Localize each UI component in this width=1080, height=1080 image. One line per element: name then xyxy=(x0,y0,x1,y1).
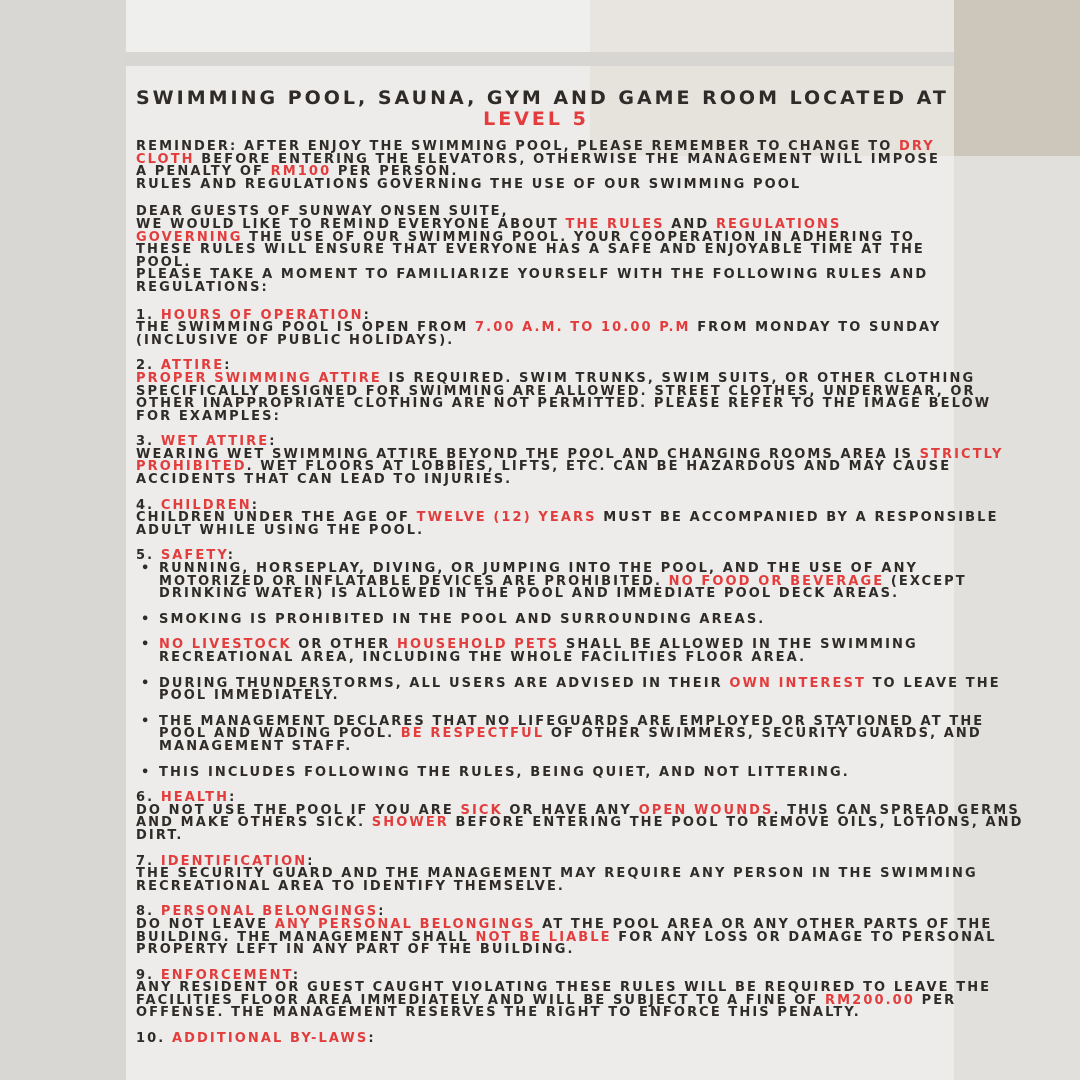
body-text: 7. xyxy=(136,853,161,869)
body-text: AT THE POOL AREA OR ANY OTHER PARTS OF THE xyxy=(535,916,993,932)
body-text: THESE RULES WILL ENSURE THAT EVERYONE HAS A SAFE AND ENJOYABLE TIME AT THE xyxy=(136,242,925,258)
body-text: OF OTHER SWIMMERS, SECURITY GUARDS, AND xyxy=(544,726,982,742)
body-text: ACCIDENTS THAT CAN LEAD TO INJURIES. xyxy=(136,472,513,488)
body-text: PLEASE TAKE A MOMENT TO FAMILIARIZE YOURSELF WITH THE FOLLOWING RULES AND xyxy=(136,267,929,283)
body-text: 1. xyxy=(136,307,161,323)
background-left xyxy=(0,0,126,1080)
bullet-item xyxy=(159,639,958,664)
rule-text xyxy=(136,522,958,538)
notice-content xyxy=(136,87,1024,1059)
body-text: RECREATIONAL AREA TO IDENTIFY THEMSELVE. xyxy=(136,878,565,894)
body-text: MUST BE ACCOMPANIED BY A RESPONSIBLE xyxy=(596,510,999,526)
body-text: SMOKING IS PROHIBITED IN THE POOL AND SURROUNDING AREAS. xyxy=(159,611,766,627)
rule-section xyxy=(136,904,997,969)
body-text: : xyxy=(368,1031,376,1047)
body-text: FACILITIES FLOOR AREA IMMEDIATELY AND WILL BE SUBJECT TO A FINE OF xyxy=(136,992,826,1008)
highlight-text: HOUSEHOLD PETS xyxy=(396,637,560,653)
highlight-text: ANY PERSONAL BELONGINGS xyxy=(274,916,536,932)
body-text: RULES AND REGULATIONS GOVERNING THE USE OF OUR SWIMMING POOL xyxy=(136,176,802,192)
body-text: ANY RESIDENT OR GUEST CAUGHT VIOLATING THESE RULES WILL BE REQUIRED TO LEAVE THE xyxy=(136,980,992,996)
rule-heading xyxy=(136,1033,958,1046)
bullet-text xyxy=(159,588,958,601)
body-text: DURING THUNDERSTORMS, ALL USERS ARE ADVISED IN THEIR xyxy=(159,675,730,691)
body-text: : xyxy=(251,497,260,513)
rule-text xyxy=(136,1007,958,1020)
highlight-text: CLOTH xyxy=(136,151,195,167)
body-text: FOR EXAMPLES: xyxy=(136,408,281,424)
rule-section xyxy=(136,497,999,551)
body-text: THE SWIMMING POOL IS OPEN FROM xyxy=(136,320,476,336)
body-text: WEARING WET SWIMMING ATTIRE BEYOND THE POOL AND CHANGING ROOMS AREA IS xyxy=(136,446,920,462)
title-level: LEVEL 5 xyxy=(483,108,589,130)
rule-section xyxy=(136,307,958,361)
highlight-text: GOVERNING xyxy=(136,229,243,245)
highlight-text: SAFETY xyxy=(160,548,228,564)
intro-line xyxy=(136,244,958,257)
rule-text xyxy=(136,332,958,348)
rule-text xyxy=(136,878,958,894)
highlight-text: SICK xyxy=(460,802,503,818)
body-text: DRINKING WATER) IS ALLOWED IN THE POOL AND IMMEDIATE POOL DECK AREAS. xyxy=(159,586,900,602)
body-text: WE WOULD LIKE TO REMIND EVERYONE ABOUT xyxy=(136,216,566,232)
bullet-text xyxy=(159,652,958,665)
bullet-text xyxy=(159,764,958,780)
body-text: POOL IMMEDIATELY. xyxy=(159,688,340,704)
highlight-text: RM200.00 xyxy=(825,992,915,1008)
rule-section xyxy=(136,967,992,1033)
body-text: (EXCEPT xyxy=(884,573,967,589)
body-text: : xyxy=(378,904,386,920)
highlight-text: HEALTH xyxy=(160,790,230,806)
body-text: 3. xyxy=(136,434,161,450)
body-text: PER PERSON. xyxy=(331,164,459,180)
body-text: : xyxy=(307,853,315,869)
body-text: REMINDER: AFTER ENJOY THE SWIMMING POOL, PLEASE REMEMBER TO CHANGE TO xyxy=(136,139,899,154)
highlight-text: OWN INTEREST xyxy=(729,675,866,691)
highlight-text: IDENTIFICATION xyxy=(160,853,308,869)
rule-section xyxy=(136,853,978,907)
body-text: BUILDING. THE MANAGEMENT SHALL xyxy=(136,929,476,945)
rules-list xyxy=(136,307,1024,1059)
body-text: RUNNING, HORSEPLAY, DIVING, OR JUMPING INTO THE POOL, AND THE USE OF ANY xyxy=(159,561,919,577)
highlight-text: REGULATIONS xyxy=(715,216,842,232)
body-text: : xyxy=(227,548,236,564)
rule-text xyxy=(136,408,958,424)
highlight-text: STRICTLY xyxy=(919,446,1004,462)
body-text: BEFORE ENTERING THE POOL TO REMOVE OILS, LOTIONS, AND xyxy=(448,815,1024,831)
body-text: DO NOT LEAVE xyxy=(136,916,275,932)
highlight-text: ENFORCEMENT xyxy=(160,967,293,983)
highlight-text: CHILDREN xyxy=(160,497,252,513)
highlight-text: OPEN WOUNDS xyxy=(638,802,774,818)
highlight-text: TWELVE (12) YEARS xyxy=(416,510,597,526)
highlight-text: NOT BE LIABLE xyxy=(475,929,612,945)
intro-block xyxy=(136,206,958,294)
bullet-text xyxy=(159,690,958,703)
rule-text xyxy=(136,474,958,487)
body-text: 10. xyxy=(136,1031,172,1047)
body-text: DEAR GUESTS OF SUNWAY ONSEN SUITE, xyxy=(136,204,509,220)
highlight-text: 7.00 A.M. TO 10.00 P.M xyxy=(475,320,691,336)
body-text: OR HAVE ANY xyxy=(502,802,639,818)
body-text: : xyxy=(224,358,232,374)
highlight-text: THE RULES xyxy=(565,216,665,232)
body-text: (INCLUSIVE OF PUBLIC HOLIDAYS). xyxy=(136,332,455,348)
body-text: SHALL BE ALLOWED IN THE SWIMMING xyxy=(559,637,918,653)
top-panel-accent xyxy=(590,0,954,52)
body-text: 5. xyxy=(136,548,161,564)
reminder-block xyxy=(136,141,958,191)
body-text: . THIS CAN SPREAD GERMS xyxy=(773,802,1020,818)
highlight-text: SHOWER xyxy=(371,815,449,831)
rule-section xyxy=(136,1033,958,1059)
body-text: 2. xyxy=(136,358,161,374)
highlight-text: ATTIRE xyxy=(160,358,225,374)
body-text: AND xyxy=(664,216,716,232)
body-text: AND MAKE OTHERS SICK. xyxy=(136,815,372,831)
body-text: IS REQUIRED. SWIM TRUNKS, SWIM SUITS, OR OTHER CLOTHING xyxy=(381,370,976,386)
body-text: OR OTHER xyxy=(291,637,397,653)
body-text: 6. xyxy=(136,790,161,806)
body-text: CHILDREN UNDER THE AGE OF xyxy=(136,510,417,526)
body-text: PROPERTY LEFT IN ANY PART OF THE BUILDING. xyxy=(136,942,575,958)
body-text: TO LEAVE THE xyxy=(865,675,1001,691)
body-text: : xyxy=(229,790,237,806)
bullet-text xyxy=(159,611,958,627)
body-text: : xyxy=(269,434,277,450)
body-text: THE MANAGEMENT DECLARES THAT NO LIFEGUARDS ARE EMPLOYED OR STATIONED AT THE xyxy=(159,713,985,729)
body-text: MOTORIZED OR INFLATABLE DEVICES ARE PROHIBITED. xyxy=(159,573,669,589)
body-text: : xyxy=(292,967,301,983)
body-text: FROM MONDAY TO SUNDAY xyxy=(690,320,942,336)
body-text: MANAGEMENT STAFF. xyxy=(159,738,353,754)
bullet-item xyxy=(159,713,985,754)
body-text: : xyxy=(363,307,371,323)
body-text: DO NOT USE THE POOL IF YOU ARE xyxy=(136,802,461,818)
rule-section xyxy=(136,548,1001,780)
highlight-text: PERSONAL BELONGINGS xyxy=(160,904,379,920)
body-text: FOR ANY LOSS OR DAMAGE TO PERSONAL xyxy=(611,929,997,945)
body-text: . WET FLOORS AT LOBBIES, LIFTS, ETC. CAN BE HAZARDOUS AND MAY CAUSE xyxy=(246,459,952,475)
rule-text xyxy=(136,944,958,957)
bullet-item xyxy=(159,675,1001,704)
rule-text xyxy=(136,827,958,843)
bullet-item xyxy=(159,611,958,627)
body-text: POOL. xyxy=(136,254,192,270)
body-text: ADULT WHILE USING THE POOL. xyxy=(136,522,425,538)
body-text: OFFENSE. THE MANAGEMENT RESERVES THE RIGHT TO ENFORCE THIS PENALTY. xyxy=(136,1005,861,1021)
body-text: 8. xyxy=(136,904,161,920)
body-text: 4. xyxy=(136,497,161,513)
highlight-text: NO FOOD OR BEVERAGE xyxy=(668,573,885,589)
safety-bullet-list xyxy=(136,561,1001,780)
body-text: 9. xyxy=(136,967,161,983)
rule-section xyxy=(136,790,1024,855)
body-text: DIRT. xyxy=(136,827,184,843)
notice-title xyxy=(136,87,949,130)
rule-section xyxy=(136,434,1004,499)
highlight-text: BE RESPECTFUL xyxy=(400,726,545,742)
background-accent xyxy=(954,0,1080,156)
rule-text xyxy=(136,815,1024,831)
bullet-text xyxy=(159,738,958,754)
body-text: SPECIFICALLY DESIGNED FOR SWIMMING ARE ALLOWED. STREET CLOTHES, UNDERWEAR, OR xyxy=(136,383,976,399)
body-text: POOL AND WADING POOL. xyxy=(159,726,401,742)
rule-section xyxy=(136,358,992,436)
bullet-item xyxy=(159,561,967,602)
title-line: SWIMMING POOL, SAUNA, GYM AND GAME ROOM LOCATED AT xyxy=(136,87,949,109)
body-text: BEFORE ENTERING THE ELEVATORS, OTHERWISE THE MANAGEMENT WILL IMPOSE xyxy=(194,151,940,167)
highlight-text: PROPER SWIMMING ATTIRE xyxy=(136,370,382,386)
body-text: A PENALTY OF xyxy=(136,164,271,180)
body-text: OTHER INAPPROPRIATE CLOTHING ARE NOT PERMITTED. PLEASE REFER TO THE IMAGE BELOW xyxy=(136,396,992,412)
intro-line xyxy=(136,279,958,295)
bullet-item xyxy=(159,764,958,780)
body-text: RECREATIONAL AREA, INCLUDING THE WHOLE FACILITIES FLOOR AREA. xyxy=(159,650,807,665)
body-text: PER xyxy=(914,992,957,1008)
body-text: THE SECURITY GUARD AND THE MANAGEMENT MAY REQUIRE ANY PERSON IN THE SWIMMING xyxy=(136,866,978,882)
highlight-text: PROHIBITED xyxy=(136,459,247,475)
highlight-text: ADDITIONAL BY-LAWS xyxy=(171,1031,369,1047)
highlight-text: NO LIVESTOCK xyxy=(159,637,292,653)
body-text: THE USE OF OUR SWIMMING POOL. YOUR COOPERATION IN ADHERING TO xyxy=(242,229,916,245)
highlight-text: DRY xyxy=(898,139,935,154)
highlight-text: HOURS OF OPERATION xyxy=(160,307,364,323)
body-text: THIS INCLUDES FOLLOWING THE RULES, BEING QUIET, AND NOT LITTERING. xyxy=(159,764,850,780)
reminder-line xyxy=(136,176,958,192)
highlight-text: RM100 xyxy=(270,164,332,180)
highlight-text: WET ATTIRE xyxy=(160,434,270,450)
body-text: REGULATIONS: xyxy=(136,279,269,295)
